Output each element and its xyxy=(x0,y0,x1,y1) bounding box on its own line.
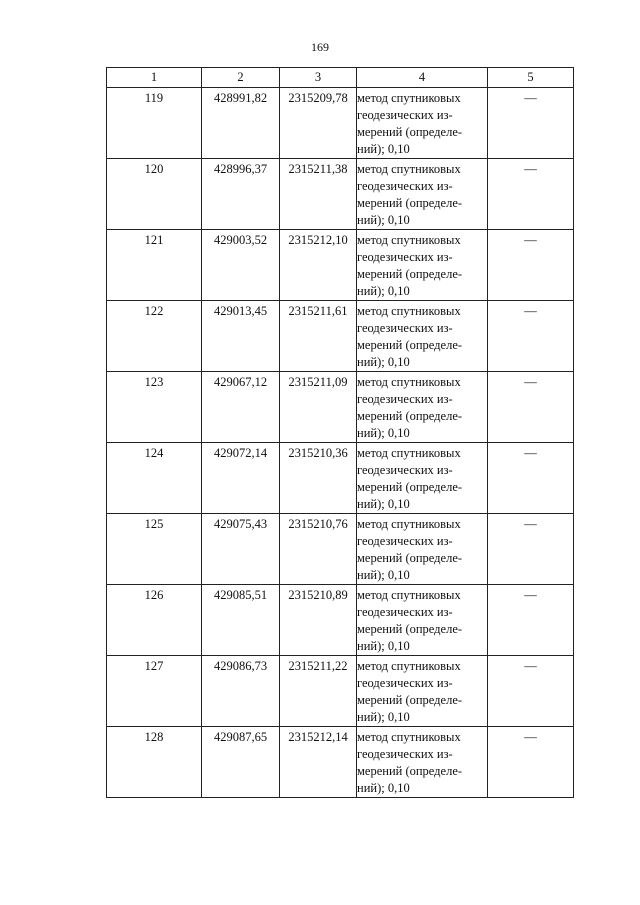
table-header-row xyxy=(107,68,574,88)
method-description-line: метод спутниковых xyxy=(357,730,461,744)
method-description-line: мерений (определе- xyxy=(357,338,463,352)
column-header: 2 xyxy=(202,68,280,88)
method-description-line: ний); 0,10 xyxy=(357,213,410,227)
method-description-line: ний); 0,10 xyxy=(357,284,410,298)
method-description-line: геодезических из- xyxy=(357,747,453,761)
method-description-line: геодезических из- xyxy=(357,321,453,335)
method-description-line: метод спутниковых xyxy=(357,233,461,247)
note-cell: — xyxy=(488,727,574,798)
table-row xyxy=(107,585,574,656)
method-description-line: мерений (определе- xyxy=(357,125,463,139)
method-description-line: мерений (определе- xyxy=(357,196,463,210)
x-coordinate-cell: 428991,82 xyxy=(202,88,280,159)
table-row xyxy=(107,301,574,372)
y-coordinate-cell: 2315211,22 xyxy=(280,656,357,727)
column-header: 1 xyxy=(107,68,202,88)
y-coordinate-cell: 2315210,36 xyxy=(280,443,357,514)
x-coordinate-cell: 429072,14 xyxy=(202,443,280,514)
y-coordinate-cell: 2315209,78 xyxy=(280,88,357,159)
y-coordinate-cell: 2315211,38 xyxy=(280,159,357,230)
y-coordinate-cell: 2315212,10 xyxy=(280,230,357,301)
method-description-cell xyxy=(357,727,488,798)
x-coordinate-cell: 429075,43 xyxy=(202,514,280,585)
note-cell: — xyxy=(488,372,574,443)
method-description-line: метод спутниковых xyxy=(357,588,461,602)
method-description-cell xyxy=(357,443,488,514)
point-number-cell: 127 xyxy=(107,656,202,727)
note-cell: — xyxy=(488,301,574,372)
x-coordinate-cell: 429013,45 xyxy=(202,301,280,372)
point-number-cell: 119 xyxy=(107,88,202,159)
note-cell: — xyxy=(488,585,574,656)
point-number-cell: 122 xyxy=(107,301,202,372)
method-description-line: геодезических из- xyxy=(357,250,453,264)
column-header: 4 xyxy=(357,68,488,88)
method-description-line: метод спутниковых xyxy=(357,446,461,460)
y-coordinate-cell: 2315211,09 xyxy=(280,372,357,443)
method-description-line: метод спутниковых xyxy=(357,375,461,389)
point-number-cell: 126 xyxy=(107,585,202,656)
table-row xyxy=(107,514,574,585)
method-description-line: мерений (определе- xyxy=(357,267,463,281)
point-number-cell: 124 xyxy=(107,443,202,514)
column-header: 3 xyxy=(280,68,357,88)
note-cell: — xyxy=(488,230,574,301)
page-number: 169 xyxy=(311,40,329,54)
note-cell: — xyxy=(488,159,574,230)
x-coordinate-cell: 428996,37 xyxy=(202,159,280,230)
method-description-line: геодезических из- xyxy=(357,108,453,122)
method-description-line: метод спутниковых xyxy=(357,162,461,176)
method-description-line: геодезических из- xyxy=(357,676,453,690)
y-coordinate-cell: 2315210,89 xyxy=(280,585,357,656)
point-number-cell: 120 xyxy=(107,159,202,230)
x-coordinate-cell: 429087,65 xyxy=(202,727,280,798)
method-description-cell xyxy=(357,159,488,230)
y-coordinate-cell: 2315210,76 xyxy=(280,514,357,585)
x-coordinate-cell: 429085,51 xyxy=(202,585,280,656)
point-number-cell: 125 xyxy=(107,514,202,585)
x-coordinate-cell: 429086,73 xyxy=(202,656,280,727)
point-number-cell: 121 xyxy=(107,230,202,301)
method-description-line: мерений (определе- xyxy=(357,480,463,494)
method-description-line: метод спутниковых xyxy=(357,659,461,673)
method-description-cell xyxy=(357,585,488,656)
method-description-line: ний); 0,10 xyxy=(357,426,410,440)
note-cell: — xyxy=(488,656,574,727)
x-coordinate-cell: 429067,12 xyxy=(202,372,280,443)
method-description-line: ний); 0,10 xyxy=(357,781,410,795)
method-description-line: ний); 0,10 xyxy=(357,568,410,582)
column-header: 5 xyxy=(488,68,574,88)
coordinates-table xyxy=(106,67,574,798)
table-row xyxy=(107,230,574,301)
table-row xyxy=(107,656,574,727)
method-description-line: метод спутниковых xyxy=(357,517,461,531)
point-number-cell: 123 xyxy=(107,372,202,443)
note-cell: — xyxy=(488,514,574,585)
note-cell: — xyxy=(488,443,574,514)
method-description-line: мерений (определе- xyxy=(357,409,463,423)
method-description-line: геодезических из- xyxy=(357,605,453,619)
method-description-line: ний); 0,10 xyxy=(357,355,410,369)
method-description-line: метод спутниковых xyxy=(357,91,461,105)
method-description-line: мерений (определе- xyxy=(357,764,463,778)
method-description-line: геодезических из- xyxy=(357,392,453,406)
table-row xyxy=(107,443,574,514)
method-description-cell xyxy=(357,88,488,159)
method-description-cell xyxy=(357,301,488,372)
method-description-line: ний); 0,10 xyxy=(357,710,410,724)
method-description-line: метод спутниковых xyxy=(357,304,461,318)
method-description-cell xyxy=(357,372,488,443)
y-coordinate-cell: 2315212,14 xyxy=(280,727,357,798)
method-description-line: ний); 0,10 xyxy=(357,497,410,511)
x-coordinate-cell: 429003,52 xyxy=(202,230,280,301)
table-row xyxy=(107,727,574,798)
table-row xyxy=(107,159,574,230)
method-description-line: ний); 0,10 xyxy=(357,142,410,156)
note-cell: — xyxy=(488,88,574,159)
method-description-line: геодезических из- xyxy=(357,179,453,193)
method-description-line: геодезических из- xyxy=(357,534,453,548)
method-description-cell xyxy=(357,656,488,727)
method-description-cell xyxy=(357,230,488,301)
table-row xyxy=(107,372,574,443)
point-number-cell: 128 xyxy=(107,727,202,798)
y-coordinate-cell: 2315211,61 xyxy=(280,301,357,372)
table-row xyxy=(107,88,574,159)
method-description-line: мерений (определе- xyxy=(357,622,463,636)
table-body xyxy=(107,88,574,798)
method-description-line: геодезических из- xyxy=(357,463,453,477)
method-description-line: ний); 0,10 xyxy=(357,639,410,653)
method-description-line: мерений (определе- xyxy=(357,551,463,565)
method-description-line: мерений (определе- xyxy=(357,693,463,707)
method-description-cell xyxy=(357,514,488,585)
